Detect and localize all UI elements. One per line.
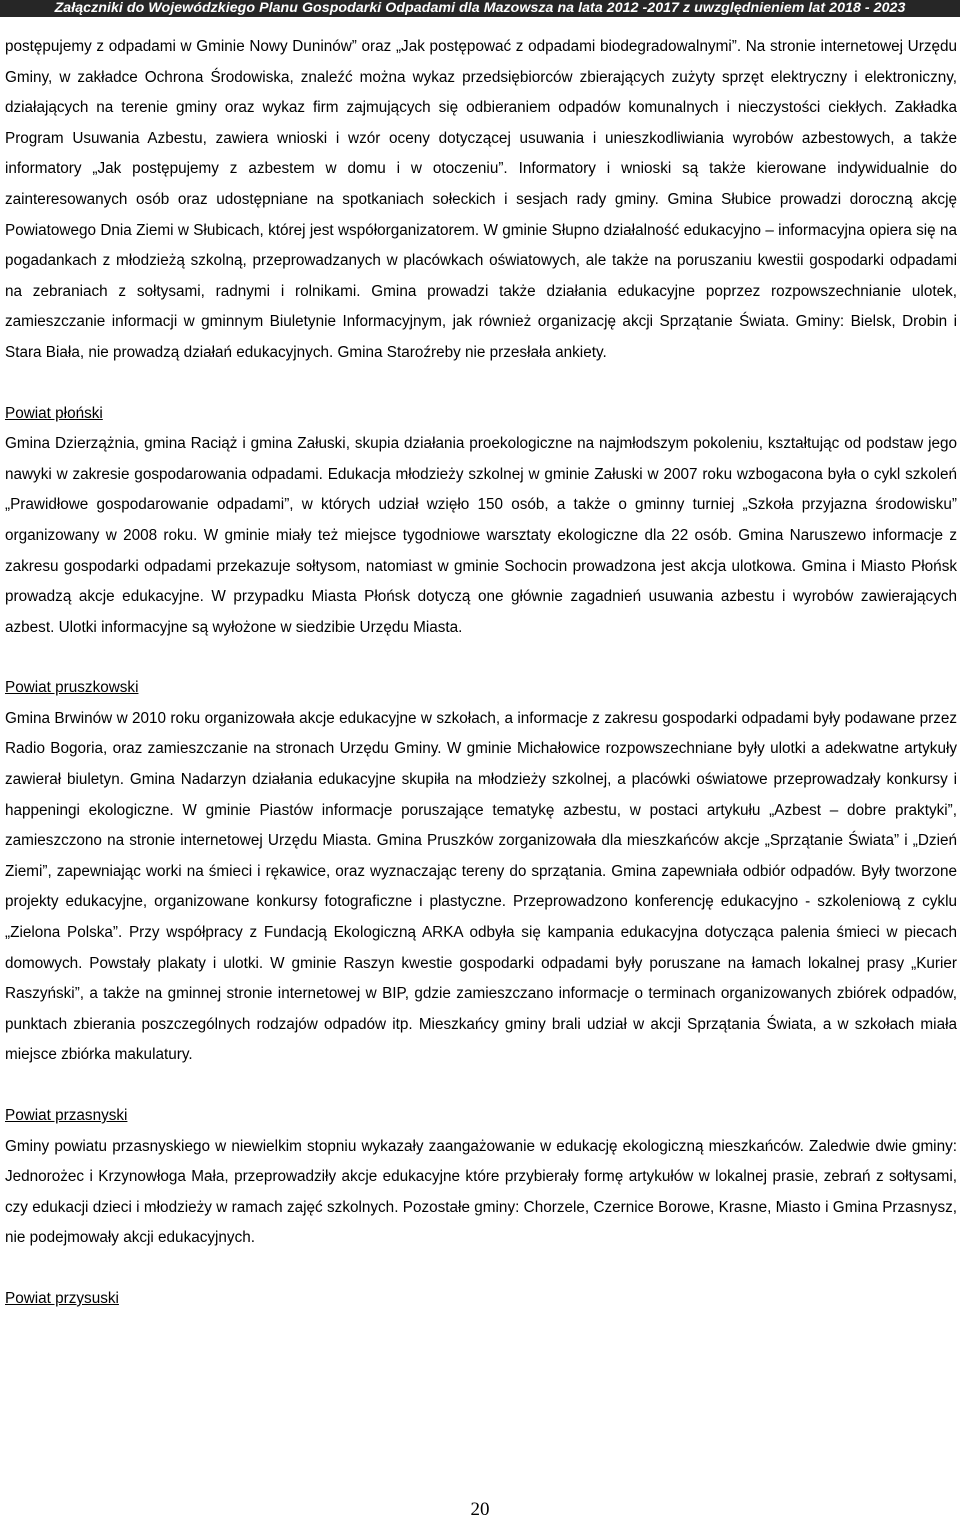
section-heading-pruszkowski: Powiat pruszkowski (5, 679, 139, 697)
section-heading-przasnyski: Powiat przasnyski (5, 1107, 128, 1124)
section-heading-przysuski: Powiat przysuski (5, 1289, 119, 1307)
section-paragraph-pruszkowski: Gmina Brwinów w 2010 roku organizowała akcje edukacyjne w szkołach, a informacje z zakresu gospodarki odpadami były podawane przez Radio Bogoria, oraz zamieszczanie na stronach Urzędu Gminy. W gminie Michałowice rozpowszechniane były ulotki a adekwatne artykuły zawierał biuletyn. Gmina Nadarzyn działania edukacyjne skupiła na młodzieży szkolnej, a placówki oświatowe przeprowadzały konkursy i happeningi ekologiczne. W gminie Piastów informacje poruszające tematykę azbestu, w postaci artykułu „Azbest – dobre praktyki”, zamieszczono na stronie internetowej Urzędu Miasta. Gmina Pruszków zorganizowała dla mieszkańców akcje „Sprzątanie Świata” i „Dzień Ziemi”, zapewniając worki na śmieci i rękawice, oraz wyznaczając tereny do sprzątania. Gmina zapewniała odbiór odpadów. Były tworzone projekty edukacyjne, organizowane konkursy fotograficzne i plastyczne. Przeprowadzono konferencję edukacyjno - szkoleniową z cyklu „Zielona Polska”. Przy współpracy z Fundacją Ekologiczną ARKA odbyła się kampania edukacyjna dotycząca palenia śmieci w piecach domowych. Powstały plakaty i ulotki. W gminie Raszyn kwestie gospodarki odpadami były poruszane na łamach lokalnej prasy „Kurier Raszyński”, a także na gminnej stronie internetowej w BIP, gdzie zamieszczano informacje o terminach organizowanych zbiórek odpadów, punktach zbierania poszczególnych rodzajów odpadów itp. Mieszkańcy gminy brali udział w akcji Sprzątania Świata, a w szkołach miała miejsce zbiórka makulatury. (5, 709, 957, 1064)
page-header: Załączniki do Wojewódzkiego Planu Gospodarki Odpadami dla Mazowsza na lata 2012 -2017 z uwzględnieniem lat 2018 - 2023 (0, 0, 960, 17)
intro-paragraph: postępujemy z odpadami w Gminie Nowy Duninów” oraz „Jak postępować z odpadami biodegradowalnymi”. Na stronie internetowej Urzędu Gminy, w zakładce Ochrona Środowiska, znaleźć można wykaz przedsiębiorców zbierających zużyty sprzęt elektryczny i elektroniczny, działających na terenie gminy oraz wykaz firm zajmujących się odbieraniem odpadów komunalnych i nieczystości ciekłych. Zakładka Program Usuwania Azbestu, zawiera wnioski i wzór oceny dotyczącej usuwania i unieszkodliwiania wyrobów azbestowych, a także informatory „Jak postępujemy z azbestem w domu i w otoczeniu”. Informatory i wnioski są także kierowane indywidualnie do zainteresowanych osób oraz udostępniane na spotkaniach sołeckich i sesjach rady gminy. Gmina Słubice prowadzi doroczną akcję Powiatowego Dnia Ziemi w Słubicach, której jest współorganizatorem. W gminie Słupno działalność edukacyjno – informacyjna opiera się na pogadankach z młodzieżą szkolną, przeprowadzanych w placówkach oświatowych, ale także na poruszaniu kwestii gospodarki odpadami na zebraniach z sołtysami, radnymi i rolnikami. Gmina prowadzi także działania edukacyjne poprzez rozpowszechnianie ulotek, zamieszczanie informacji w gminnym Biuletynie Informacyjnym, jak również organizację akcji Sprzątanie Świata. Gminy: Bielsk, Drobin i Stara Biała, nie prowadzą działań edukacyjnych. Gmina Staroźreby nie przesłała ankiety. (5, 38, 957, 361)
section-paragraph-przasnyski: Gminy powiatu przasnyskiego w niewielkim stopniu wykazały zaangażowanie w edukację ekologiczną mieszkańców. Zaledwie dwie gminy: Jednorożec i Krzynowłoga Mała, przeprowadziły akcje edukacyjne które przybierały formę artykułów w lokalnej prasie, zebrań z sołtysami, czy edukacji dzieci i młodzieży w ramach zajęć szkolnych. Pozostałe gminy: Chorzele, Czernice Borowe, Krasne, Miasto i Gmina Przasnysz, nie podejmowały akcji edukacyjnych. (5, 1137, 957, 1247)
section-paragraph-plonski: Gmina Dzierzążnia, gmina Raciąż i gmina Załuski, skupia działania proekologiczne na najmłodszym pokoleniu, kształtując od podstaw jego nawyki w zakresie gospodarowania odpadami. Edukacja młodzieży szkolnej w gminie Załuski w 2007 roku wzbogacona była o cykl szkoleń „Prawidłowe gospodarowanie odpadami”, w których udział wzięło 150 osób, a także o gminny turniej „Szkoła przyjazna środowisku” organizowany w 2008 roku. W gminie miały też miejsce tygodniowe warsztaty ekologiczne dla 22 osób. Gmina Naruszewo informacje z zakresu gospodarki odpadami przekazuje sołtysom, natomiast w gminie Sochocin prowadzona jest akcja ulotkowa. Gmina i Miasto Płońsk prowadzą akcje edukacyjne. W przypadku Miasta Płońsk dotyczą one głównie zagadnień usuwania azbestu i wyrobów zawierających azbest. Ulotki informacyjne są wyłożone w siedzibie Urzędu Miasta. (5, 435, 957, 636)
page-content (5, 32, 957, 1315)
page-number: 20 (470, 1499, 490, 1520)
section-heading-plonski: Powiat płoński (5, 404, 103, 422)
